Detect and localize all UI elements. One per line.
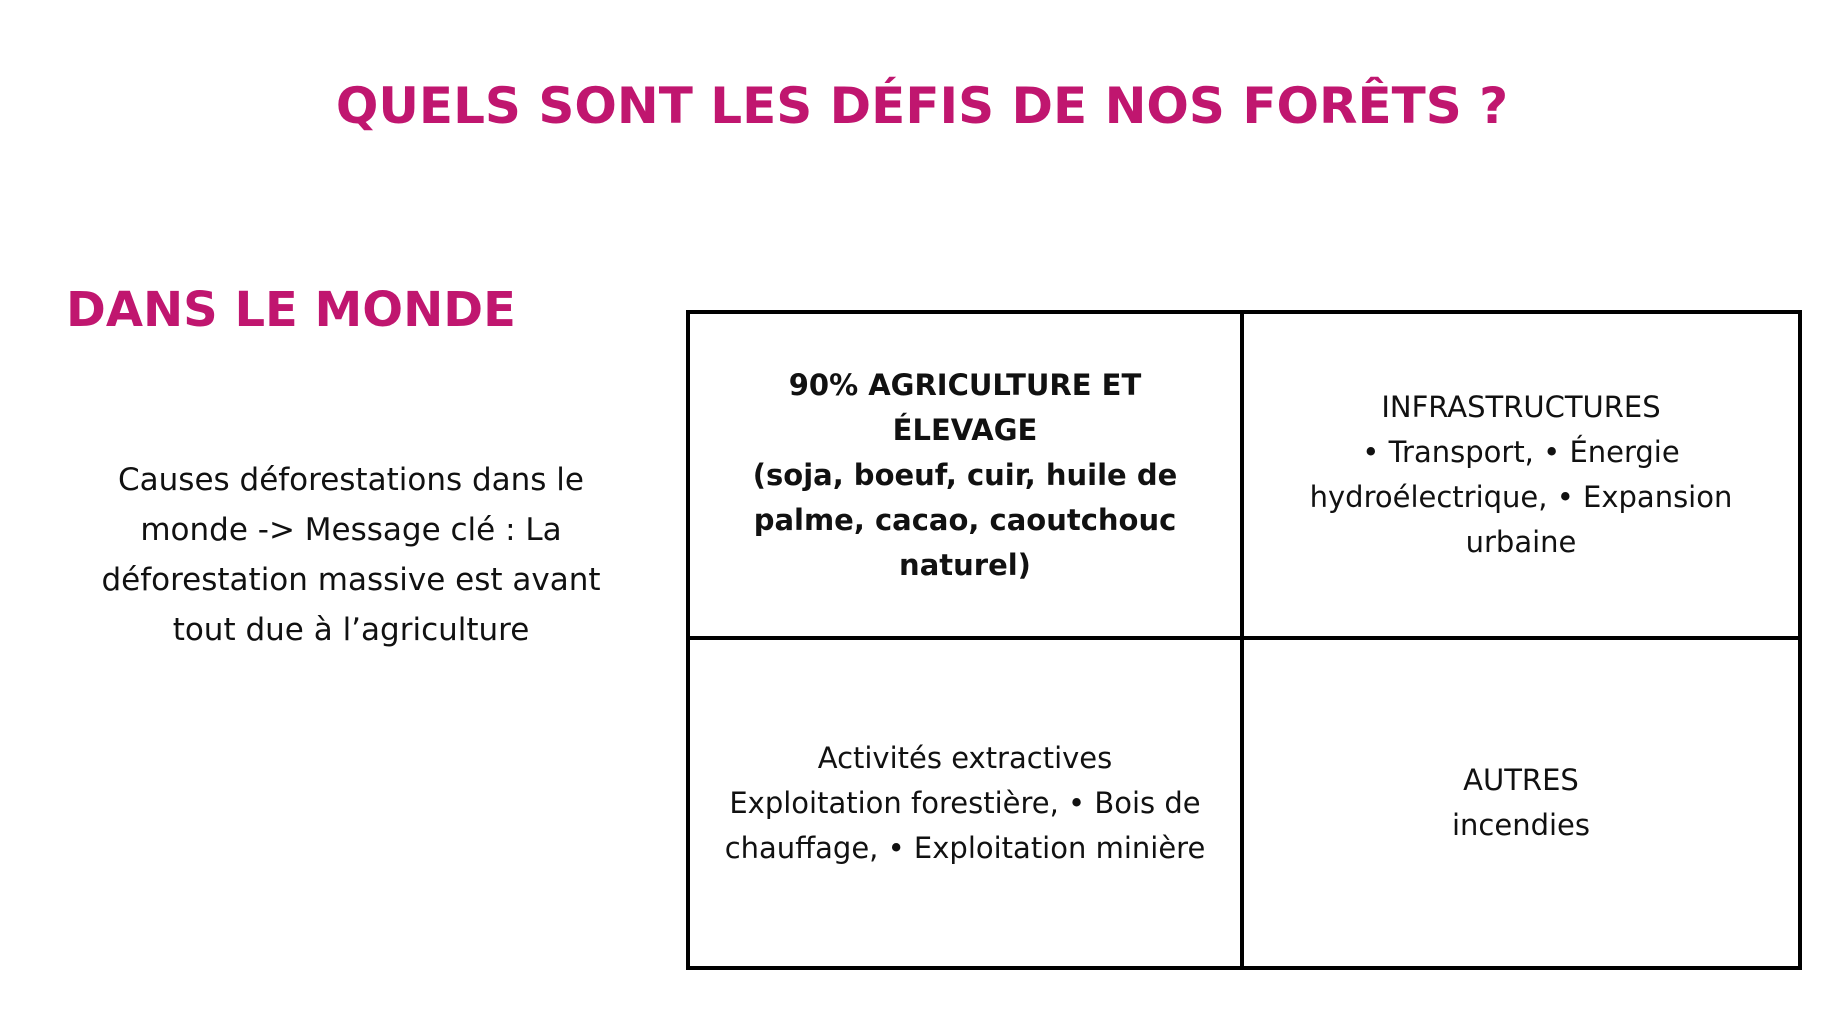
agriculture-details: (soja, boeuf, cuir, huile de palme, cacao, caoutchouc naturel)	[752, 457, 1178, 582]
autres-heading: AUTRES	[1463, 763, 1579, 797]
extractives-details: Exploitation forestière, • Bois de chauffage, • Exploitation minière	[724, 785, 1206, 865]
autres-details: incendies	[1451, 808, 1591, 842]
causes-grid	[686, 310, 1802, 970]
agriculture-heading: 90% AGRICULTURE ET ÉLEVAGE	[788, 367, 1142, 447]
section-subtitle: DANS LE MONDE	[66, 282, 516, 338]
page-title: QUELS SONT LES DÉFIS DE NOS FORÊTS ?	[335, 77, 1509, 135]
cell-infrastructures	[1244, 314, 1798, 640]
infrastructures-heading: INFRASTRUCTURES	[1381, 390, 1661, 424]
extractives-heading: Activités extractives	[817, 740, 1113, 775]
section-description: Causes déforestations dans le monde -> Message clé : La déforestation massive est avant tout due à l’agriculture	[101, 462, 601, 648]
infrastructures-details: • Transport, • Énergie hydroélectrique, • Expansion urbaine	[1309, 435, 1733, 559]
cell-extractives	[690, 640, 1244, 966]
cell-autres	[1244, 640, 1798, 966]
cell-agriculture	[690, 314, 1244, 640]
